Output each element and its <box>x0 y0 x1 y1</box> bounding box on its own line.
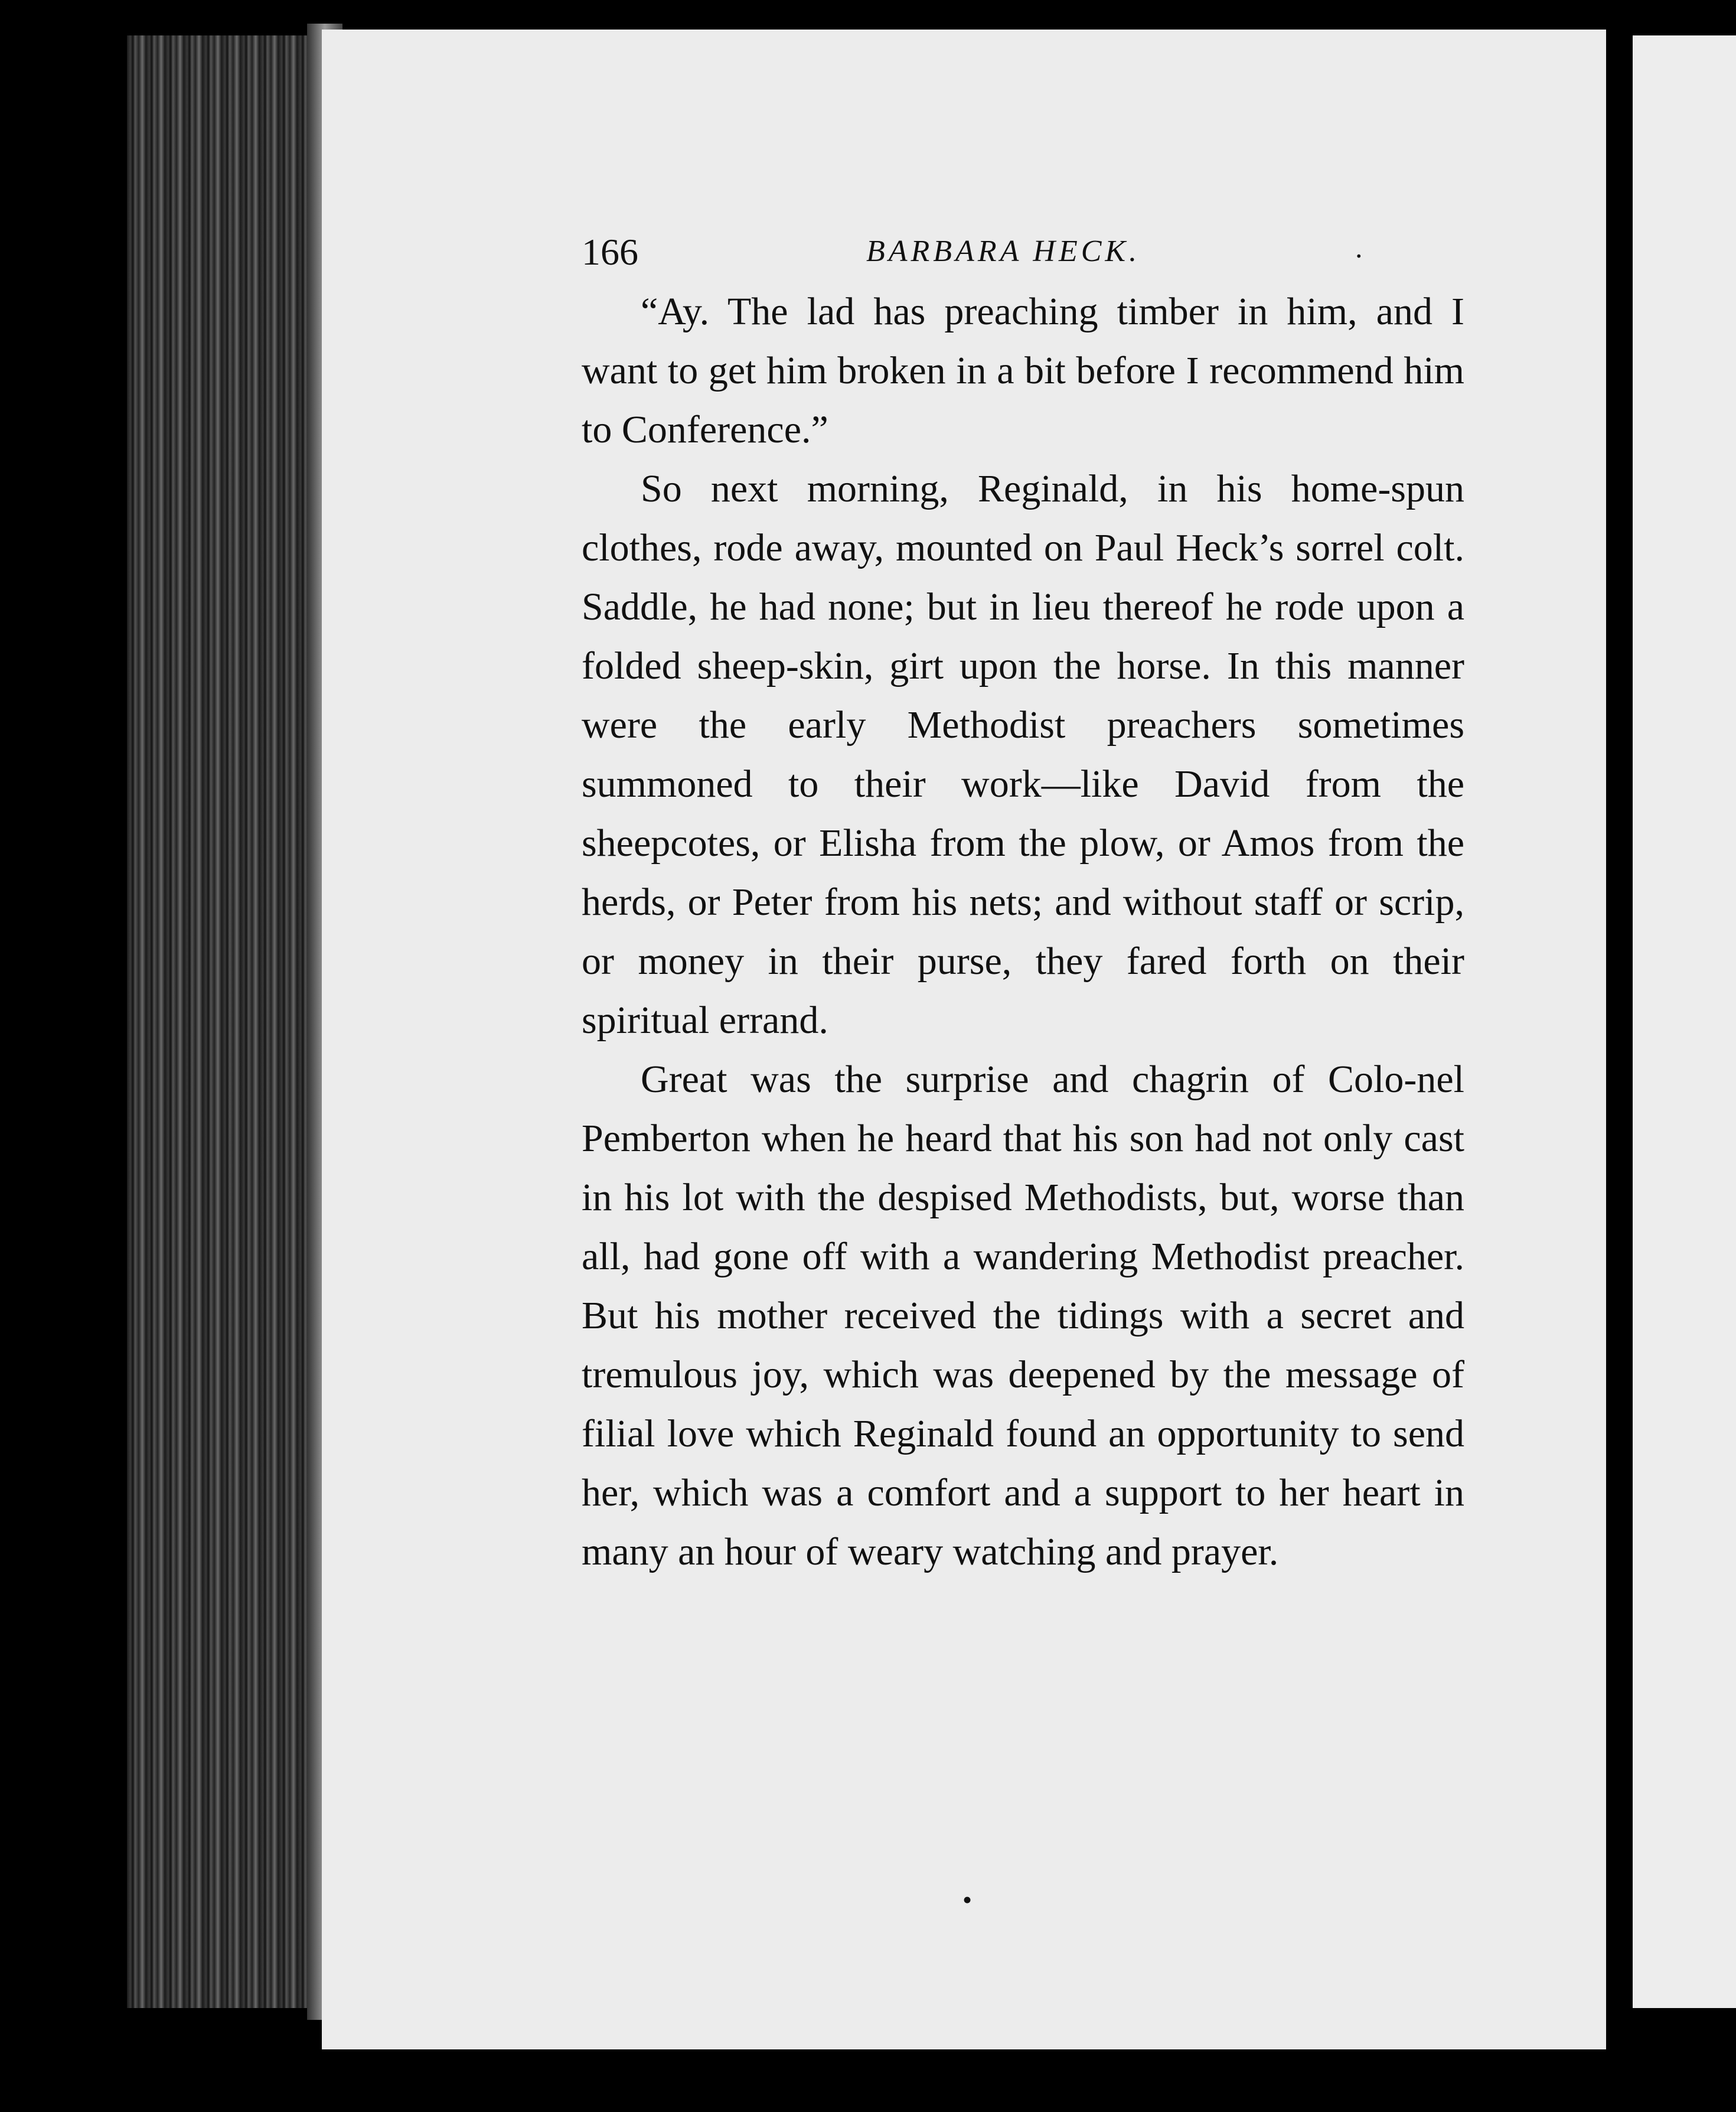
paragraph-2: So next morning, Reginald, in his home-spun clothes, rode away, mounted on Paul Heck’s sorrel colt. Saddle, he had none; but in lieu thereof he rode upon a folded sheep-skin, girt upon the horse. In this manner were the early Methodist preachers sometimes summoned to their work—like David from the sheepcotes, or Elisha from the plow, or Amos from the herds, or Peter from his nets; and without staff or scrip, or money in their purse, they fared forth on their spiritual errand. <box>582 467 1464 1042</box>
footer-mark: • <box>962 1885 973 1915</box>
gutter-shadow <box>1606 0 1636 2112</box>
paragraph-3: Great was the surprise and chagrin of Colo-nel Pemberton when he heard that his son had not only cast in his lot with the despised Methodists, but, worse than all, had gone off with a wandering Methodist preacher. But his mother received the tidings with a secret and tremulous joy, which was deepened by the message of filial love which Reginald found an opportunity to send her, which was a comfort and a support to her heart in many an hour of weary watching and prayer. <box>582 1058 1464 1573</box>
header-ornament: . <box>1355 231 1363 264</box>
page-number: 166 <box>582 231 638 273</box>
page-text-block <box>582 230 1464 1582</box>
facing-page-edge <box>1633 35 1736 2008</box>
running-title: BARBARA HECK. <box>866 234 1141 268</box>
paragraph-1: “Ay. The lad has preaching timber in him, and I want to get him broken in a bit before I recommend him to Conference.” <box>582 290 1464 451</box>
running-head <box>582 230 1464 272</box>
